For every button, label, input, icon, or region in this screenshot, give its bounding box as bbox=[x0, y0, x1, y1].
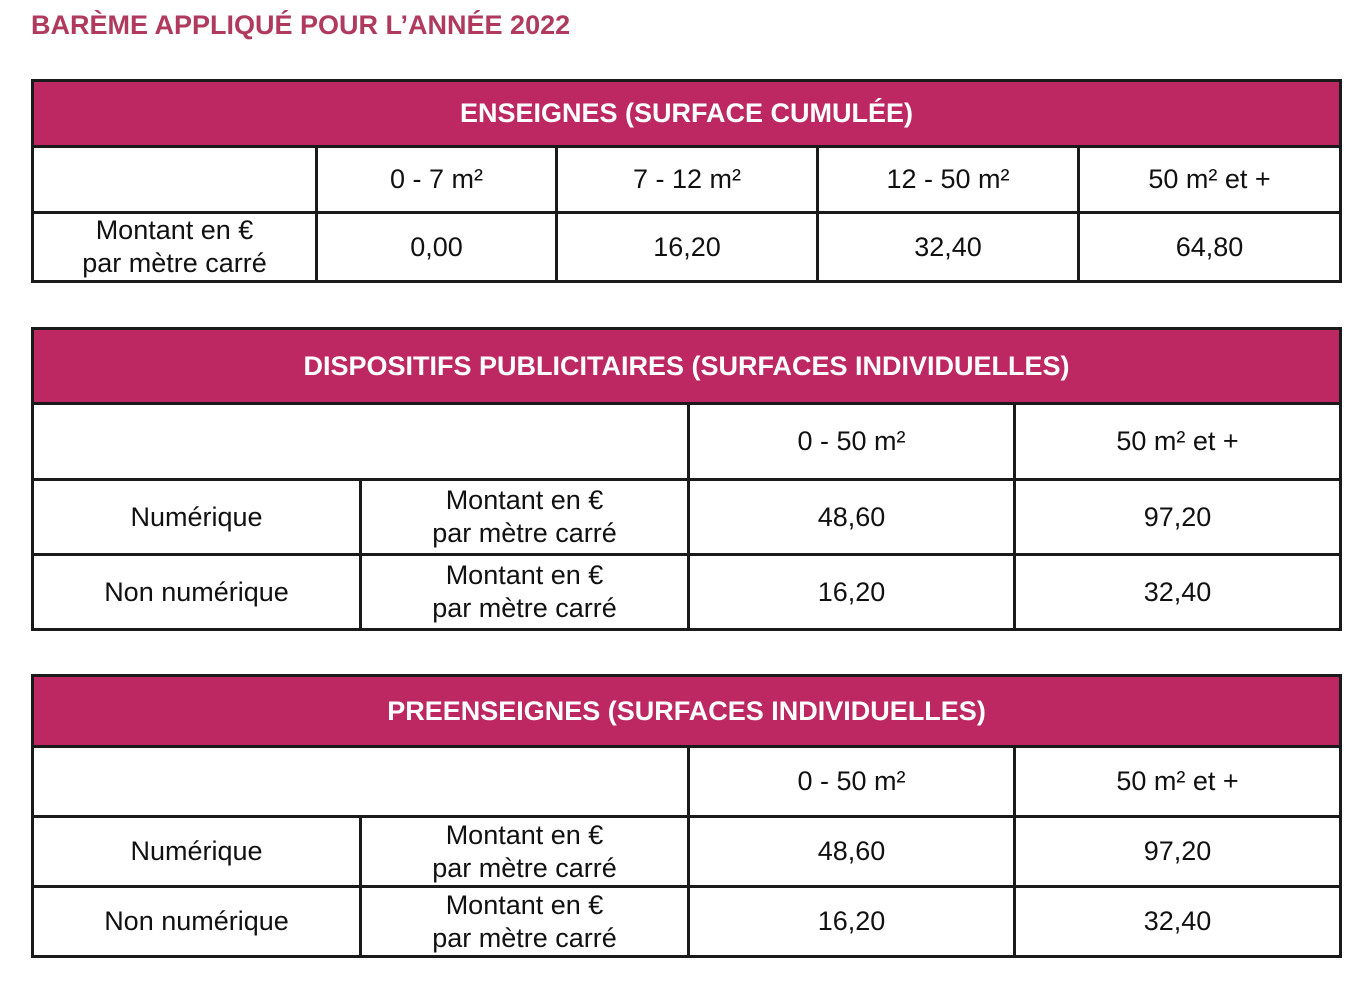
value-cell: 48,60 bbox=[689, 817, 1015, 887]
empty-cell bbox=[33, 404, 689, 480]
enseignes-header: ENSEIGNES (SURFACE CUMULÉE) bbox=[33, 81, 1341, 147]
value-cell: 64,80 bbox=[1079, 213, 1341, 282]
value-cell: 32,40 bbox=[1015, 887, 1341, 957]
value-cell: 32,40 bbox=[818, 213, 1079, 282]
row-unit-line1: Montant en € bbox=[445, 819, 604, 850]
row-unit-line1: Montant en € bbox=[445, 485, 604, 515]
value-cell: 97,20 bbox=[1015, 480, 1341, 555]
row-unit-line2: par mètre carré bbox=[432, 922, 617, 953]
preenseignes-table bbox=[31, 674, 1342, 958]
page-title: BARÈME APPLIQUÉ POUR L’ANNÉE 2022 bbox=[31, 10, 571, 40]
value-cell: 48,60 bbox=[689, 480, 1015, 555]
empty-cell bbox=[33, 147, 317, 213]
empty-cell bbox=[33, 747, 689, 817]
column-header: 50 m² et + bbox=[1015, 404, 1341, 480]
value-cell: 16,20 bbox=[557, 213, 818, 282]
dispositifs-header: DISPOSITIFS PUBLICITAIRES (SURFACES INDIVIDUELLES) bbox=[33, 329, 1341, 404]
row-label-line1: Montant en € bbox=[95, 215, 254, 245]
enseignes-table bbox=[31, 79, 1342, 283]
row-unit-line1: Montant en € bbox=[445, 560, 604, 590]
column-header: 0 - 7 m² bbox=[317, 147, 557, 213]
column-header: 50 m² et + bbox=[1079, 147, 1341, 213]
row-type: Numérique bbox=[33, 817, 361, 887]
row-unit-line1: Montant en € bbox=[445, 889, 604, 920]
row-type: Non numérique bbox=[33, 887, 361, 957]
value-cell: 16,20 bbox=[689, 555, 1015, 630]
value-cell: 16,20 bbox=[689, 887, 1015, 957]
row-label-line2: par mètre carré bbox=[82, 248, 267, 278]
row-unit-line2: par mètre carré bbox=[432, 852, 617, 883]
row-unit bbox=[361, 555, 689, 630]
row-unit bbox=[361, 817, 689, 887]
dispositifs-table bbox=[31, 327, 1342, 631]
row-unit-line2: par mètre carré bbox=[432, 518, 617, 548]
row-label bbox=[33, 213, 317, 282]
column-header: 0 - 50 m² bbox=[689, 404, 1015, 480]
value-cell: 32,40 bbox=[1015, 555, 1341, 630]
row-unit bbox=[361, 887, 689, 957]
value-cell: 0,00 bbox=[317, 213, 557, 282]
value-cell: 97,20 bbox=[1015, 817, 1341, 887]
preenseignes-header: PREENSEIGNES (SURFACES INDIVIDUELLES) bbox=[33, 676, 1341, 747]
row-type: Numérique bbox=[33, 480, 361, 555]
column-header: 50 m² et + bbox=[1015, 747, 1341, 817]
column-header: 12 - 50 m² bbox=[818, 147, 1079, 213]
column-header: 0 - 50 m² bbox=[689, 747, 1015, 817]
row-type: Non numérique bbox=[33, 555, 361, 630]
row-unit-line2: par mètre carré bbox=[432, 593, 617, 623]
column-header: 7 - 12 m² bbox=[557, 147, 818, 213]
row-unit bbox=[361, 480, 689, 555]
